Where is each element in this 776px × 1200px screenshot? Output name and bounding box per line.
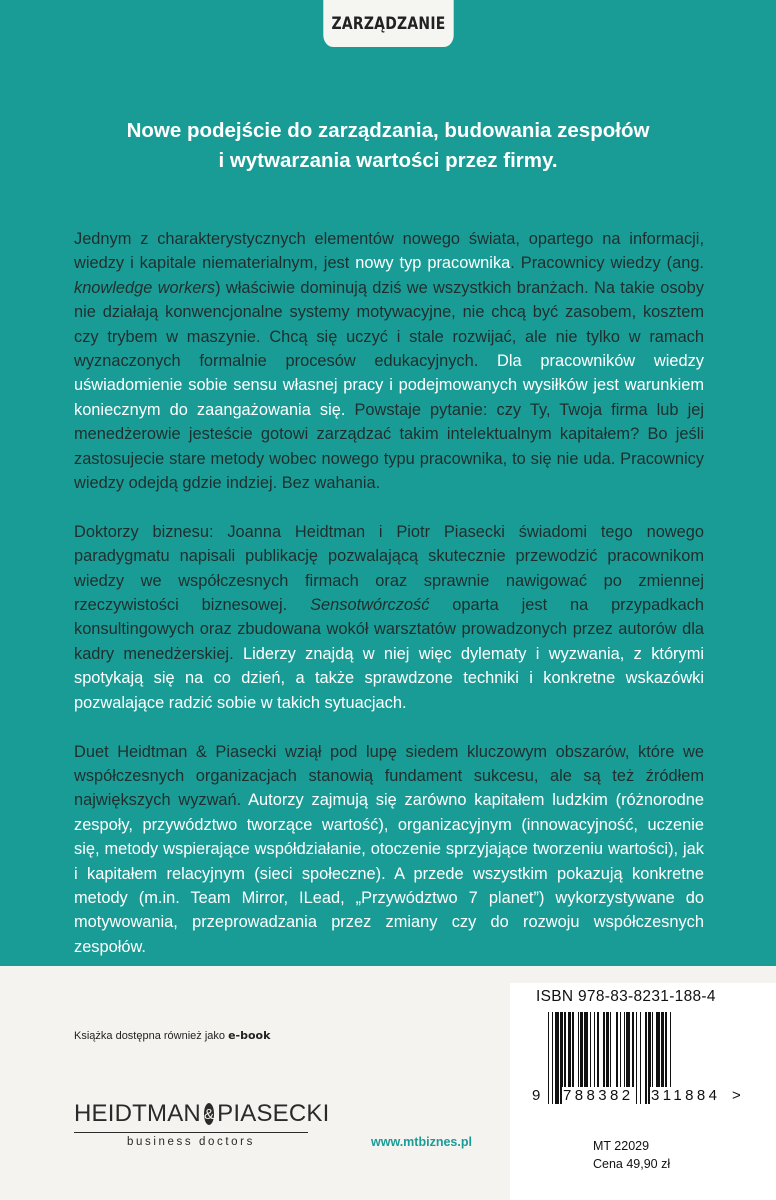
ampersand-icon: &: [204, 1103, 214, 1125]
isbn: ISBN 978-83-8231-188-4: [536, 988, 716, 1005]
headline-line-1: Nowe podejście do zarządzania, budowania zespołów: [126, 119, 650, 142]
headline: [60, 116, 716, 176]
blurb-paragraph-3: Duet Heidtman & Piasecki wziął pod lupę siedem kluczowym obszarów, które we współczesnych organizacjach stanowią fundament sukcesu, ale są też źródłem największych wyzwań. Autorzy zajmują się zarówno kapitałem ludzkim (różnorodne zespoły, przywództwo tworzące wartość), organizacyjnym (innowacyjność, uczenie się, metody wspierające współdziałanie, otoczenie sprzyjające tworzeniu wartości), jak i kapitałem relacyjnym (sieci społeczne). A przede wszystkim pokazują konkretne metody (m.in. Team Mirror, ILead, „Przywództwo 7 planet”) wykorzystywane do motywowania, przeprowadzania przez zmiany czy do rozwoju współczesnych zespołów.: [74, 742, 704, 956]
highlight-new-worker: nowy typ pracownika: [355, 254, 511, 273]
barcode-bar: [645, 1012, 646, 1104]
blurb: [74, 227, 704, 984]
barcode-bar: [548, 1012, 549, 1104]
barcode-bar: [636, 1012, 637, 1104]
ebook-word: e-book: [228, 1029, 271, 1042]
logo-divider: [74, 1132, 308, 1133]
website-link[interactable]: www.mtbiznes.pl: [371, 1135, 472, 1149]
barcode-digit-first: 9: [532, 1087, 542, 1104]
barcode-digits-right: 311884: [651, 1087, 721, 1104]
category-tab: ZARZĄDZANIE: [323, 0, 453, 47]
italic-knowledge-workers: knowledge workers: [74, 278, 216, 297]
italic-book-title: Sensotwórczość: [310, 596, 430, 615]
blurb-paragraph-2: Doktorzy biznesu: Joanna Heidtman i Piotr Piasecki świadomi tego nowego paradygmatu napisali publikację pozwalającą skutecznie przewodzić pracownikom wiedzy we współczesnych firmach oraz sprawnie nawigować po zmiennej rzeczywistości biznesowej. Sensotwórczość oparta jest na przypadkach konsultingowych oraz zbudowana wokół warsztatów prowadzonych przez autorów dla kadry menedżerskiej. Liderzy znajdą w niej więc dylematy i wyzwania, z którymi spotykają się na co dzień, a także sprawdzone techniki i konkretne wskazówki pozwalające radzić sobie w takich sytuacjach.: [74, 522, 705, 712]
catalog-number: MT 22029: [593, 1139, 650, 1153]
barcode-bar: [552, 1012, 553, 1104]
logo-name-left: HEIDTMAN: [74, 1100, 201, 1127]
headline-line-2: i wytwarzania wartości przez firmy.: [218, 149, 558, 172]
publisher-logo: [74, 1100, 330, 1148]
barcode-digits-left: 788382: [563, 1087, 634, 1104]
blurb-paragraph-1: Jednym z charakterystycznych elementów nowego świata, opartego na informacji, wiedzy i kapitale niematerialnym, jest nowy typ pracownika. Pracownicy wiedzy (ang. knowledge workers) właściwie dominują dziś we wszystkich branżach. Na takie osoby nie działają konwencjonalne systemy motywacyjne, nie chcą być zasobem, kosztem czy trybem w maszynie. Chcą się uczyć i stale rozwijać, ale nie tylko w ramach wyznaczonych formalnie procesów edukacyjnych. Dla pracowników wiedzy uświadomienie sobie sensu własnej pracy i podejmowanych wysiłków jest warunkiem koniecznym do zaangażowania się. Powstaje pytanie: czy Ty, Twoja firma lub jej menedżerowie jesteście gotowi zarządzać takim intelektualnym kapitałem? Bo jeśli zastosujecie stare metody wobec nowego typu pracownika, to się nie uda. Pracownicy wiedzy odejdą gdzie indziej. Bez wahania.: [74, 230, 704, 493]
highlight-meaning: Dla pracowników wiedzy uświadomienie sobie sensu własnej pracy i podejmowanych wysiłków jest warunkiem koniecznym do zaangażowania się.: [74, 352, 704, 419]
price: Cena 49,90 zł: [593, 1157, 671, 1171]
ebook-note: Książka dostępna również jako e-book: [74, 1029, 271, 1042]
logo-tagline: business doctors: [127, 1136, 255, 1148]
barcode-bar: [640, 1012, 641, 1104]
barcode-end-mark: >: [732, 1087, 742, 1104]
barcode-bar: [555, 1012, 559, 1104]
highlight-leaders: Liderzy znajdą w niej więc dylematy i wyzwania, z którymi spotykają się na co dzień, a także sprawdzone techniki i konkretne wskazówki pozwalające radzić sobie w takich sytuacjach.: [74, 644, 705, 712]
highlight-authors: Autorzy zajmują się zarówno kapitałem ludzkim (różnorodne zespoły, przywództwo tworzące wartość), organizacyjnym (innowacyjność, uczenie się, metody wspierające współdziałanie, otoczenie sprzyjające tworzeniu wartości), jak i kapitałem relacyjnym (sieci społeczne). A przede wszystkim pokazują konkretne metody (m.in. Team Mirror, ILead, „Przywództwo 7 planet”) wykorzystywane do motywowania, przeprowadzania przez zmiany czy do rozwoju współczesnych zespołów.: [74, 791, 704, 956]
logo-name-right: PIASECKI: [217, 1100, 330, 1127]
